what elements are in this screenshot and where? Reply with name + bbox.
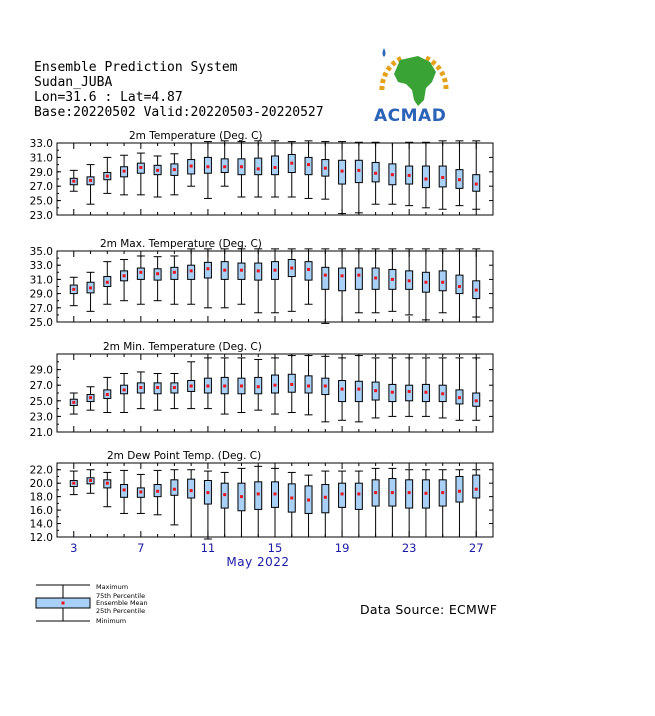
box-day-26	[455, 358, 463, 420]
y-tick-label: 14.0	[29, 518, 53, 531]
box-day-7	[137, 256, 145, 304]
box-iqr	[339, 268, 346, 291]
mean-marker	[341, 388, 344, 391]
box-day-15	[271, 358, 279, 414]
box-day-4	[87, 470, 95, 494]
box-iqr	[339, 381, 346, 402]
mean-marker	[139, 386, 142, 389]
mean-marker	[274, 492, 277, 495]
mean-marker	[257, 492, 260, 495]
mean-marker	[123, 488, 126, 491]
mean-marker	[257, 269, 260, 272]
y-tick-label: 23.0	[29, 210, 53, 222]
box-day-11	[204, 358, 212, 409]
mean-marker	[223, 384, 226, 387]
box-day-10	[187, 249, 195, 304]
mean-marker	[240, 384, 243, 387]
mean-marker	[139, 166, 142, 169]
box-day-17	[305, 249, 313, 304]
box-day-22	[388, 358, 396, 417]
mean-marker	[72, 180, 75, 183]
box-day-3	[70, 170, 78, 191]
mean-marker	[206, 491, 209, 494]
mean-marker	[223, 165, 226, 168]
box-iqr	[272, 156, 279, 175]
box-day-21	[372, 358, 380, 418]
box-iqr	[456, 476, 463, 502]
mean-marker	[106, 482, 109, 485]
box-day-10	[187, 362, 195, 409]
mean-marker	[441, 281, 444, 284]
box-day-13	[237, 142, 245, 197]
mean-marker	[374, 172, 377, 175]
legend-mean-marker	[62, 602, 65, 605]
box-day-18	[321, 142, 329, 200]
x-tick-label: 11	[200, 541, 216, 555]
panel-4	[30, 450, 493, 544]
mean-marker	[274, 269, 277, 272]
panel-title: 2m Min. Temperature (Deg. C)	[103, 341, 262, 353]
mean-marker	[475, 399, 478, 402]
x-axis-label: May 2022	[226, 555, 290, 569]
box-day-8	[154, 156, 162, 197]
box-day-9	[170, 470, 178, 525]
y-tick-label: 23.0	[29, 411, 53, 424]
box-iqr	[406, 385, 413, 401]
box-day-15	[271, 468, 279, 537]
mean-marker	[156, 169, 159, 172]
mean-marker	[391, 173, 394, 176]
mean-marker	[106, 281, 109, 284]
mean-marker	[424, 281, 427, 284]
header-title: Ensemble Prediction System	[34, 60, 238, 75]
mean-marker	[441, 491, 444, 494]
mean-marker	[206, 267, 209, 270]
box-day-19	[338, 471, 346, 537]
box-day-24	[422, 142, 430, 208]
legend-mean: Ensemble Mean	[96, 599, 148, 607]
box-day-6	[120, 260, 128, 301]
box-day-10	[187, 470, 195, 537]
box-iqr	[171, 480, 178, 495]
x-tick-label: 23	[401, 541, 417, 555]
panel-title: 2m Dew Point Temp. (Deg. C)	[107, 450, 262, 462]
box-iqr	[255, 158, 262, 175]
mean-marker	[173, 168, 176, 171]
mean-marker	[458, 396, 461, 399]
box-day-27	[472, 141, 480, 209]
mean-marker	[274, 166, 277, 169]
box-iqr	[355, 381, 362, 401]
mean-marker	[391, 278, 394, 281]
mean-marker	[156, 490, 159, 493]
legend-minimum: Minimum	[96, 617, 127, 625]
box-day-3	[70, 277, 78, 305]
box-day-5	[103, 262, 111, 305]
y-tick-label: 21.0	[29, 427, 53, 439]
mean-marker	[424, 391, 427, 394]
box-day-24	[422, 358, 430, 417]
box-day-24	[422, 249, 430, 320]
box-day-20	[355, 471, 363, 537]
box-day-12	[221, 249, 229, 308]
y-tick-label: 20.0	[29, 478, 53, 491]
mean-marker	[72, 401, 75, 404]
box-day-11	[204, 249, 212, 308]
mean-marker	[190, 489, 193, 492]
box-day-22	[388, 249, 396, 311]
mean-marker	[374, 389, 377, 392]
x-tick-label: 3	[70, 541, 78, 555]
mean-marker	[441, 176, 444, 179]
box-iqr	[422, 166, 429, 188]
box-day-15	[271, 141, 279, 197]
mean-marker	[206, 384, 209, 387]
box-day-12	[221, 358, 229, 414]
box-day-13	[237, 468, 245, 537]
box-day-4	[87, 272, 95, 311]
mean-marker	[106, 393, 109, 396]
box-day-3	[70, 471, 78, 495]
mean-marker	[240, 165, 243, 168]
box-day-19	[338, 249, 346, 322]
box-day-18	[321, 356, 329, 422]
mean-marker	[190, 165, 193, 168]
y-tick-label: 29.0	[29, 364, 53, 377]
mean-marker	[123, 274, 126, 277]
box-day-23	[405, 142, 413, 205]
mean-marker	[408, 390, 411, 393]
box-day-11	[204, 142, 212, 199]
x-tick-label: 15	[267, 541, 283, 555]
mean-marker	[357, 169, 360, 172]
box-day-21	[372, 468, 380, 537]
box-day-11	[204, 471, 212, 539]
mean-marker	[408, 279, 411, 282]
header-station: Sudan_JUBA	[34, 75, 113, 90]
mean-marker	[475, 289, 478, 292]
box-day-25	[439, 358, 447, 418]
box-day-7	[137, 474, 145, 513]
mean-marker	[257, 167, 260, 170]
mean-marker	[173, 488, 176, 491]
panel-title: 2m Temperature (Deg. C)	[129, 130, 263, 142]
mean-marker	[290, 267, 293, 270]
mean-marker	[139, 490, 142, 493]
mean-marker	[223, 493, 226, 496]
y-tick-label: 31.0	[29, 152, 53, 165]
mean-marker	[341, 274, 344, 277]
mean-marker	[374, 491, 377, 494]
mean-marker	[173, 386, 176, 389]
box-day-6	[120, 374, 128, 413]
mean-marker	[106, 175, 109, 178]
mean-marker	[475, 488, 478, 491]
box-iqr	[305, 376, 312, 393]
mean-marker	[424, 178, 427, 181]
mean-marker	[357, 388, 360, 391]
y-tick-label: 33.0	[29, 260, 53, 273]
mean-marker	[257, 385, 260, 388]
mean-marker	[72, 288, 75, 291]
y-tick-label: 12.0	[29, 532, 53, 544]
box-day-14	[254, 249, 262, 313]
box-day-16	[288, 249, 296, 311]
box-iqr	[255, 482, 262, 510]
box-iqr	[355, 268, 362, 289]
box-day-17	[305, 356, 313, 415]
box-day-25	[439, 249, 447, 313]
box-day-19	[338, 142, 346, 214]
box-iqr	[322, 267, 329, 289]
box-day-8	[154, 470, 162, 514]
box-day-20	[355, 356, 363, 422]
box-day-22	[388, 468, 396, 537]
box-day-17	[305, 475, 313, 537]
box-day-16	[288, 472, 296, 537]
mean-marker	[123, 170, 126, 173]
box-day-14	[254, 141, 262, 197]
mean-marker	[307, 499, 310, 502]
box-day-7	[137, 372, 145, 409]
box-day-17	[305, 141, 313, 199]
box-iqr	[355, 483, 362, 509]
y-tick-label: 31.0	[29, 274, 53, 287]
box-day-15	[271, 249, 279, 313]
mean-marker	[424, 492, 427, 495]
box-day-23	[405, 358, 413, 417]
box-day-20	[355, 142, 363, 213]
mean-marker	[324, 384, 327, 387]
box-day-13	[237, 249, 245, 304]
mean-marker	[341, 170, 344, 173]
mean-marker	[458, 178, 461, 181]
box-day-9	[170, 374, 178, 409]
mean-marker	[324, 274, 327, 277]
y-tick-label: 29.0	[29, 288, 53, 301]
box-day-5	[103, 472, 111, 506]
y-tick-label: 25.0	[29, 195, 53, 208]
mean-marker	[307, 163, 310, 166]
logo-text: ACMAD	[374, 106, 447, 126]
x-tick-label: 19	[334, 541, 350, 555]
box-day-16	[288, 142, 296, 197]
y-tick-label: 22.0	[29, 464, 53, 477]
panel-2	[30, 238, 493, 329]
box-day-14	[254, 359, 262, 410]
box-day-4	[87, 165, 95, 205]
box-day-27	[472, 358, 480, 420]
box-day-20	[355, 249, 363, 313]
mean-marker	[475, 183, 478, 186]
y-tick-label: 18.0	[29, 491, 53, 504]
box-day-19	[338, 358, 346, 420]
mean-marker	[307, 384, 310, 387]
header-dates: Base:20220502 Valid:20220503-20220527	[34, 105, 324, 120]
box-day-21	[372, 142, 380, 204]
mean-marker	[89, 286, 92, 289]
box-day-18	[321, 471, 329, 537]
y-tick-label: 33.0	[29, 138, 53, 150]
legend-p25: 25th Percentile	[96, 607, 146, 615]
panel-title: 2m Max. Temperature (Deg. C)	[100, 238, 262, 250]
box-day-14	[254, 466, 262, 537]
box-day-26	[455, 249, 463, 322]
panels	[30, 130, 493, 544]
box-day-16	[288, 356, 296, 413]
mean-marker	[223, 269, 226, 272]
mean-marker	[357, 274, 360, 277]
mean-marker	[357, 492, 360, 495]
mean-marker	[458, 285, 461, 288]
box-day-8	[154, 374, 162, 411]
mean-marker	[391, 391, 394, 394]
legend	[36, 583, 148, 625]
mean-marker	[391, 491, 394, 494]
y-tick-label: 35.0	[29, 246, 53, 258]
box-day-18	[321, 249, 329, 324]
y-tick-label: 16.0	[29, 505, 53, 518]
x-tick-label: 7	[137, 541, 145, 555]
box-day-25	[439, 141, 447, 209]
box-day-9	[170, 154, 178, 195]
y-tick-label: 27.0	[29, 181, 53, 194]
mean-marker	[458, 490, 461, 493]
mean-marker	[240, 269, 243, 272]
y-tick-label: 25.0	[29, 395, 53, 408]
mean-marker	[408, 174, 411, 177]
y-tick-label: 29.0	[29, 166, 53, 179]
mean-marker	[374, 276, 377, 279]
box-day-12	[221, 141, 229, 186]
box-day-5	[103, 157, 111, 193]
box-day-23	[405, 249, 413, 315]
box-day-13	[237, 358, 245, 413]
mean-marker	[441, 392, 444, 395]
mean-marker	[190, 269, 193, 272]
header-coordinates: Lon=31.6 : Lat=4.87	[34, 90, 183, 105]
box-iqr	[456, 275, 463, 293]
box-day-9	[170, 256, 178, 304]
mean-marker	[290, 162, 293, 165]
box-day-21	[372, 249, 380, 313]
legend-p75: 75th Percentile	[96, 592, 146, 600]
y-tick-label: 27.0	[29, 302, 53, 315]
mean-marker	[190, 384, 193, 387]
mean-marker	[307, 268, 310, 271]
box-day-7	[137, 153, 145, 195]
mean-marker	[408, 491, 411, 494]
mean-marker	[89, 396, 92, 399]
mean-marker	[89, 479, 92, 482]
box-day-12	[221, 472, 229, 537]
mean-marker	[139, 271, 142, 274]
box-day-27	[472, 249, 480, 317]
mean-marker	[123, 388, 126, 391]
mean-marker	[206, 165, 209, 168]
box-day-23	[405, 470, 413, 537]
mean-marker	[274, 384, 277, 387]
box-day-24	[422, 470, 430, 537]
box-day-5	[103, 377, 111, 412]
box-day-27	[472, 470, 480, 537]
mean-marker	[240, 495, 243, 498]
mean-marker	[290, 383, 293, 386]
mean-marker	[89, 179, 92, 182]
x-tick-label: 27	[468, 541, 484, 555]
box-day-4	[87, 387, 95, 410]
mean-marker	[72, 482, 75, 485]
box-day-10	[187, 143, 195, 186]
box-day-26	[455, 141, 463, 206]
box-day-3	[70, 393, 78, 414]
mean-marker	[173, 271, 176, 274]
x-axis	[70, 541, 483, 569]
mean-marker	[324, 167, 327, 170]
mean-marker	[341, 492, 344, 495]
y-tick-label: 25.0	[29, 317, 53, 329]
box-day-26	[455, 470, 463, 537]
box-day-25	[439, 470, 447, 537]
y-tick-label: 27.0	[29, 380, 53, 393]
mean-marker	[156, 272, 159, 275]
mean-marker	[290, 496, 293, 499]
mean-marker	[324, 496, 327, 499]
box-day-8	[154, 257, 162, 301]
box-iqr	[473, 475, 480, 498]
box-day-6	[120, 155, 128, 195]
box-day-22	[388, 143, 396, 204]
panel-3	[30, 341, 493, 439]
box-day-6	[120, 470, 128, 513]
data-source: Data Source: ECMWF	[360, 602, 498, 617]
mean-marker	[156, 386, 159, 389]
box-iqr	[188, 479, 195, 498]
legend-maximum: Maximum	[96, 583, 129, 591]
panel-1	[30, 130, 493, 222]
